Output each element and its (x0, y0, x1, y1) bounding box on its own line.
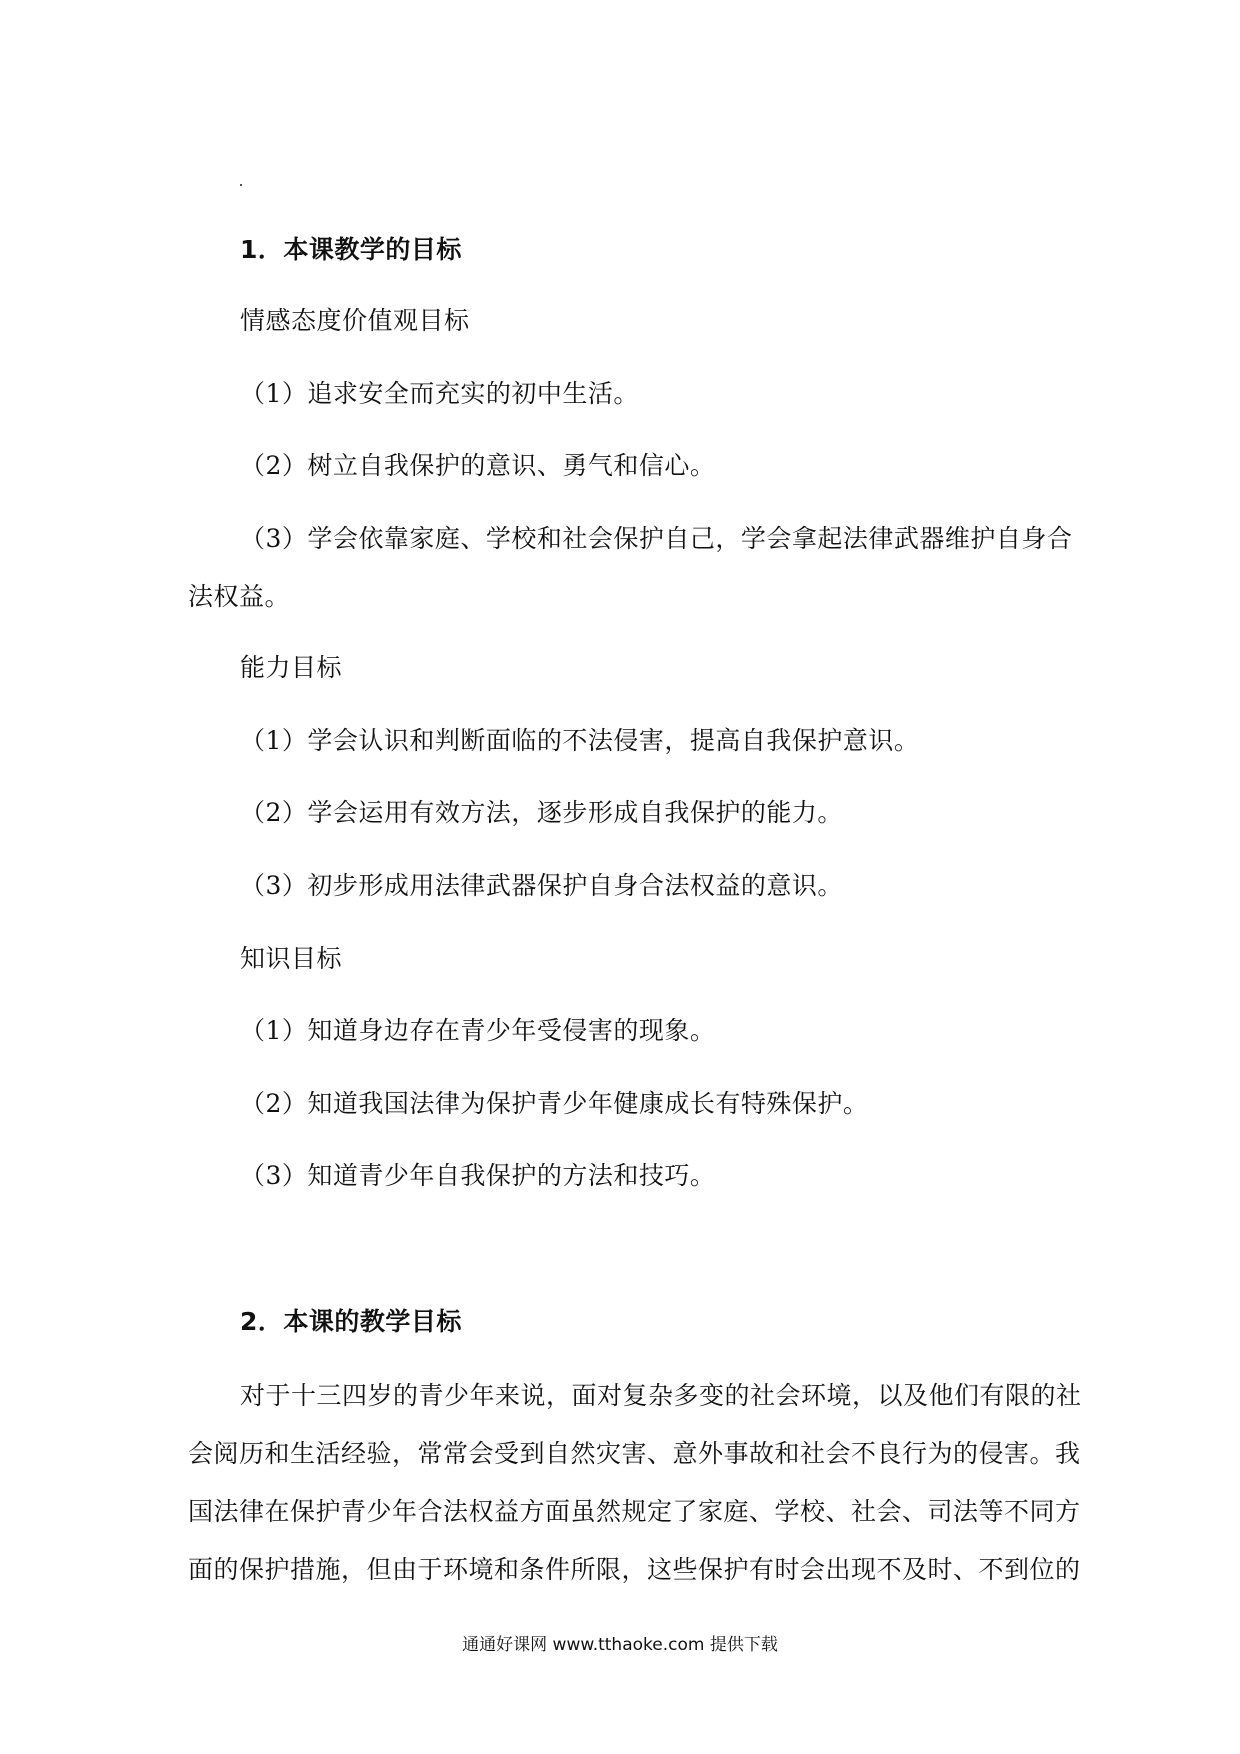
scan-speck (240, 184, 242, 186)
affect-item-3-continued: 法权益。 (188, 582, 291, 611)
paragraph-line-4: 面的保护措施，但由于环境和条件所限，这些保护有时会出现不及时、不到位的 (188, 1555, 1081, 1584)
paragraph-line-1: 对于十三四岁的青少年来说，面对复杂多变的社会环境，以及他们有限的社 (240, 1381, 1082, 1410)
section-2-heading: 2．本课的教学目标 (240, 1307, 462, 1336)
ability-item-2: （2）学会运用有效方法，逐步形成自我保护的能力。 (240, 798, 843, 827)
page-footer: 通通好课网 www.tthaoke.com 提供下载 (462, 1635, 778, 1655)
knowledge-item-3: （3）知道青少年自我保护的方法和技巧。 (240, 1161, 716, 1190)
ability-item-3: （3）初步形成用法律武器保护自身合法权益的意识。 (240, 871, 843, 900)
affect-item-1: （1）追求安全而充实的初中生活。 (240, 379, 639, 408)
affect-item-2: （2）树立自我保护的意识、勇气和信心。 (240, 451, 716, 480)
paragraph-line-3: 国法律在保护青少年合法权益方面虽然规定了家庭、学校、社会、司法等不同方 (188, 1497, 1081, 1526)
affect-goals-title: 情感态度价值观目标 (240, 306, 470, 335)
section-1-heading: 1．本课教学的目标 (240, 235, 462, 264)
knowledge-goals-title: 知识目标 (240, 944, 343, 973)
ability-goals-title: 能力目标 (240, 653, 343, 682)
knowledge-item-2: （2）知道我国法律为保护青少年健康成长有特殊保护。 (240, 1089, 869, 1118)
paragraph-line-2: 会阅历和生活经验，常常会受到自然灾害、意外事故和社会不良行为的侵害。我 (188, 1439, 1081, 1468)
affect-item-3: （3）学会依靠家庭、学校和社会保护自己，学会拿起法律武器维护自身合 (240, 524, 1073, 553)
knowledge-item-1: （1）知道身边存在青少年受侵害的现象。 (240, 1016, 716, 1045)
ability-item-1: （1）学会认识和判断面临的不法侵害，提高自我保护意识。 (240, 726, 920, 755)
